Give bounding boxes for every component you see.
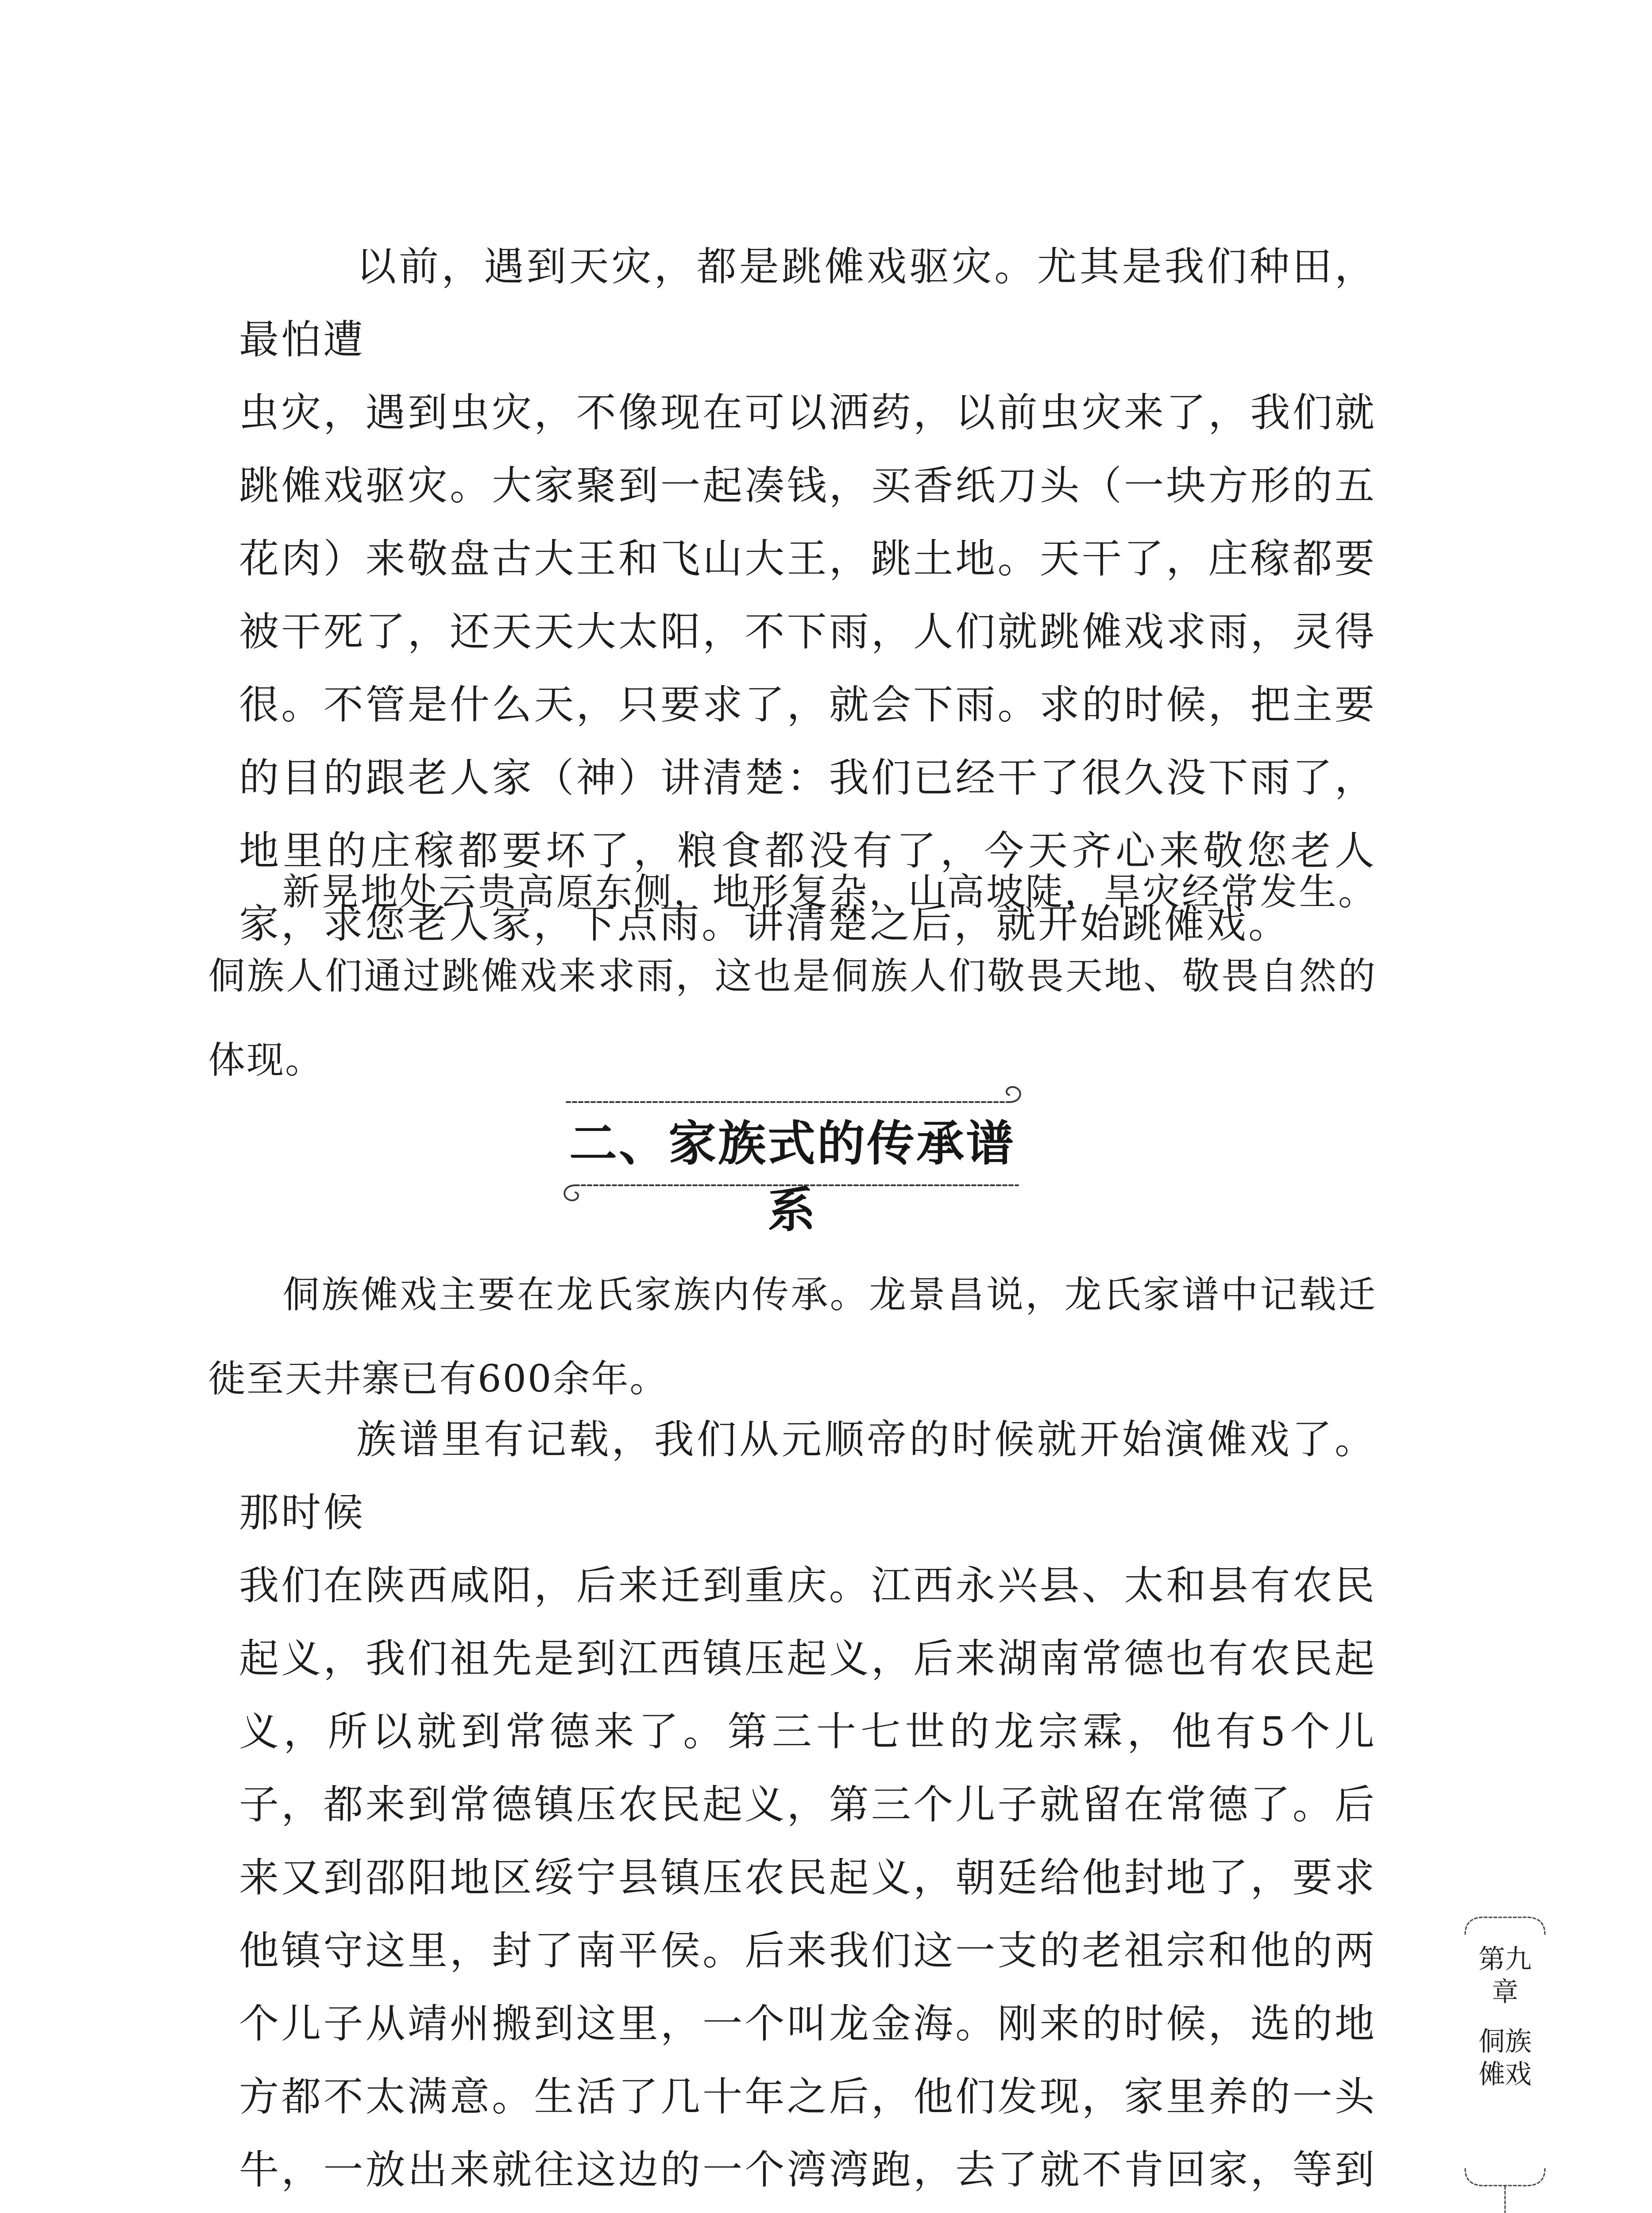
quote-block-clan-history [239,1403,1377,2213]
chapter-label [1478,1943,1532,2091]
chapter-title: 侗族傩戏 [1478,2026,1532,2090]
body-paragraph-lineage: 侗族傩戏主要在龙氏家族内传承。龙景昌说，龙氏家谱中记载迁徙至天井寨已有600余年。 [208,1273,1377,1400]
quote-first-line: 以前，遇到天灾，都是跳傩戏驱灾。尤其是我们种田，最怕遭 [239,243,1377,363]
section-heading [558,1080,1027,1238]
quote-text: 我们在陕西咸阳，后来迁到重庆。江西永兴县、太和县有农民起义，我们祖先是到江西镇压起义，后来湖南常德也有农民起义，所以就到常德来了。第三十七世的龙宗霖，他有5个儿子，都来到常德镇压农民起义，第三个儿子就留在常德了。后来又到邵阳地区绥宁县镇压农民起义，朝廷给他封地了，要求他镇守这里，封了南平侯。后来我们这一支的老祖宗和他的两个儿子从靖州搬到这里，一个叫龙金海。刚来的时候，选的地方都不太满意。生活了几十年之后，他们发现，家里养的一头牛，一放出来就往这边的一个湾湾跑，去了就不肯回家，等到 [239,1562,1377,2193]
chapter-side-tab [1461,1903,1549,2213]
chapter-number: 第九章 [1478,1944,1532,2008]
quote-text: 虫灾，遇到虫灾，不像现在可以洒药，以前虫灾来了，我们就跳傩戏驱灾。大家聚到一起凑钱，买香纸刀头（一块方形的五花肉）来敬盘古大王和飞山大王，跳土地。天干了，庄稼都要被干死了，还天天大太阳，不下雨，人们就跳傩戏求雨，灵得很。不管是什么天，只要求了，就会下雨。求的时候，把主要的目的跟老人家（神）讲清楚：我们已经干了很久没下雨了，地里的庄稼都要坏了，粮食都没有了，今天齐心来敬您老人家，求您老人家，下点雨。讲清楚之后，就开始跳傩戏。 [239,389,1377,947]
body-paragraph-drought: 新晃地处云贵高原东侧，地形复杂，山高坡陡，旱灾经常发生。侗族人们通过跳傩戏来求雨，这也是侗族人们敬畏天地、敬畏自然的体现。 [208,870,1377,1082]
quote-first-line: 族谱里有记载，我们从元顺帝的时候就开始演傩戏了。那时候 [239,1416,1377,1536]
section-heading-text: 二、家族式的传承谱系 [569,1116,1015,1238]
